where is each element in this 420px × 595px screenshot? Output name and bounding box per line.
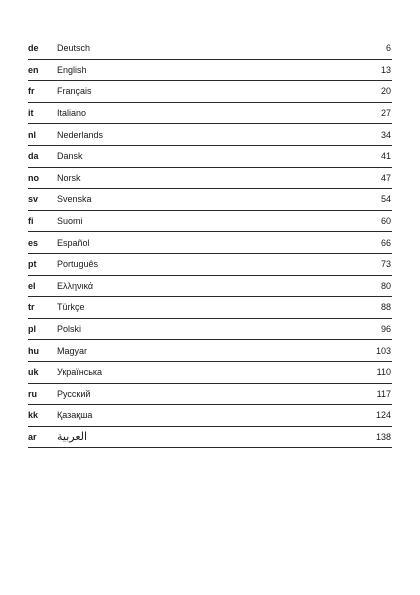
language-code: ru xyxy=(28,388,37,399)
language-name: Italiano xyxy=(57,108,87,119)
page-number: 47 xyxy=(380,172,391,183)
toc-row-fr xyxy=(28,81,392,103)
language-code: de xyxy=(28,43,39,54)
language-name: Ελληνικά xyxy=(57,280,94,291)
language-name: Русский xyxy=(57,388,91,399)
toc-row-pl xyxy=(28,319,392,341)
toc-row-kk xyxy=(28,405,392,427)
page-number: 13 xyxy=(380,64,391,75)
toc-row-en xyxy=(28,60,392,82)
language-name: Svenska xyxy=(57,194,92,205)
page-number: 60 xyxy=(380,216,391,227)
language-code: tr xyxy=(28,302,35,313)
page-number: 6 xyxy=(385,43,391,54)
language-name: Português xyxy=(57,259,99,270)
language-code: el xyxy=(28,280,36,291)
language-code: pt xyxy=(28,259,37,270)
language-code: en xyxy=(28,64,39,75)
page-number: 96 xyxy=(380,324,391,335)
toc-row-tr xyxy=(28,297,392,319)
page-number: 54 xyxy=(380,194,391,205)
language-code: it xyxy=(28,108,34,119)
page-number: 27 xyxy=(380,108,391,119)
page-number: 20 xyxy=(380,86,391,97)
toc-row-nl xyxy=(28,124,392,146)
toc-row-hu xyxy=(28,340,392,362)
page-number: 80 xyxy=(380,280,391,291)
language-code: fi xyxy=(28,216,34,227)
page-number: 124 xyxy=(375,410,391,421)
language-code: no xyxy=(28,172,39,183)
toc-row-ar xyxy=(28,427,392,449)
toc-row-es xyxy=(28,232,392,254)
language-name: Türkçe xyxy=(57,302,85,313)
page-number: 117 xyxy=(376,388,391,399)
page-number: 41 xyxy=(380,151,391,162)
toc-row-sv xyxy=(28,189,392,211)
language-name: Deutsch xyxy=(57,43,91,54)
page-number: 138 xyxy=(375,431,391,442)
language-name: Français xyxy=(57,86,92,97)
language-name: Norsk xyxy=(57,172,81,183)
toc-row-ru xyxy=(28,384,392,406)
language-code: uk xyxy=(28,367,39,378)
language-name: Nederlands xyxy=(57,129,104,140)
language-name: العربية xyxy=(57,431,88,444)
language-code: fr xyxy=(28,86,35,97)
language-name: Українська xyxy=(57,367,103,378)
language-name: Suomi xyxy=(57,216,83,227)
toc-row-no xyxy=(28,168,392,190)
language-code: hu xyxy=(28,345,39,356)
toc-row-fi xyxy=(28,211,392,233)
language-code: es xyxy=(28,237,39,248)
toc-row-pt xyxy=(28,254,392,276)
toc-row-el xyxy=(28,276,392,298)
toc-row-da xyxy=(28,146,392,168)
table-of-contents xyxy=(28,38,392,448)
page-number: 103 xyxy=(375,345,391,356)
page-number: 34 xyxy=(380,129,391,140)
language-name: Español xyxy=(57,237,90,248)
page-number: 73 xyxy=(380,259,391,270)
language-name: Polski xyxy=(57,324,82,335)
page-number: 110 xyxy=(376,367,391,378)
language-name: Қазақша xyxy=(57,410,93,421)
toc-row-de xyxy=(28,38,392,60)
language-name: Dansk xyxy=(57,151,83,162)
language-code: da xyxy=(28,151,39,162)
language-name: Magyar xyxy=(57,345,88,356)
language-code: ar xyxy=(28,431,37,442)
page-number: 66 xyxy=(380,237,391,248)
language-code: kk xyxy=(28,410,39,421)
language-code: sv xyxy=(28,194,39,205)
page-number: 88 xyxy=(380,302,391,313)
toc-row-uk xyxy=(28,362,392,384)
language-code: nl xyxy=(28,129,36,140)
language-code: pl xyxy=(28,324,36,335)
toc-row-it xyxy=(28,103,392,125)
language-name: English xyxy=(57,64,87,75)
